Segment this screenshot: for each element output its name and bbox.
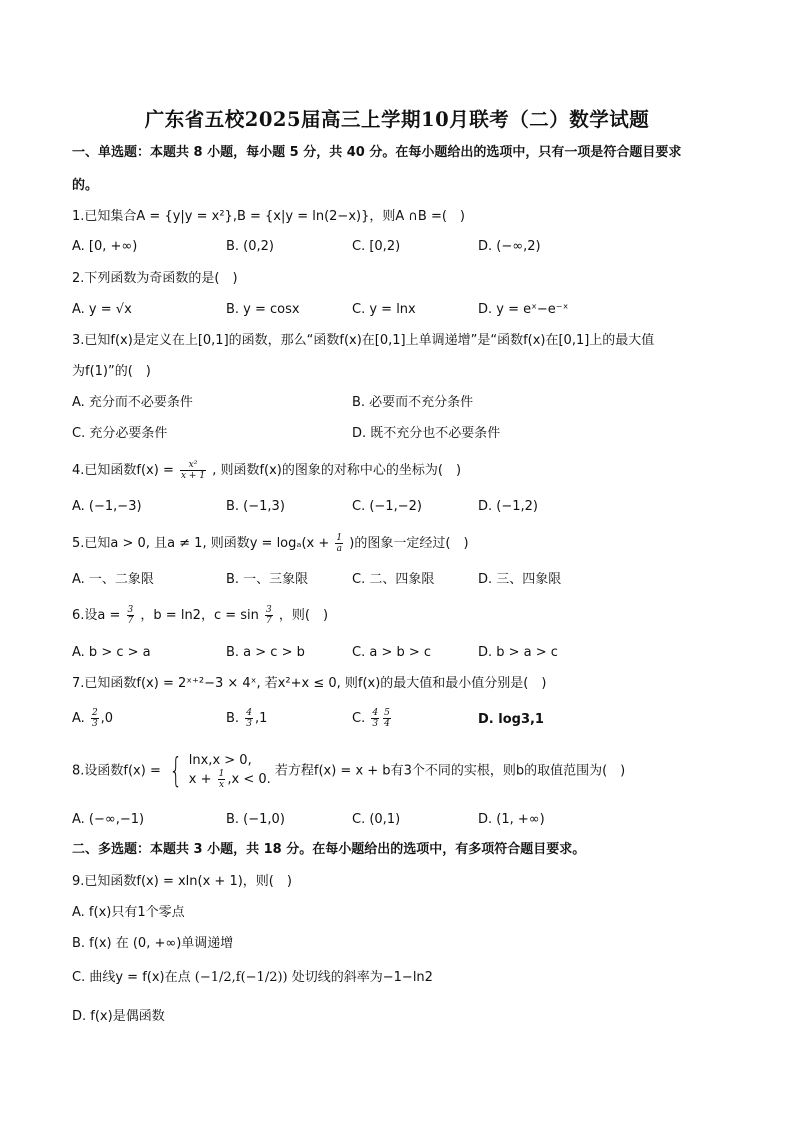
q7-option-b-suffix: ,1 [254, 711, 268, 726]
q7-option-c-denominator-1: 3 [372, 719, 379, 729]
q5-fraction-numerator: 1 [336, 533, 343, 543]
q2-stem: 2.下列函数为奇函数的是( ) [72, 271, 238, 286]
q5-option-c: C. 二、四象限 [352, 572, 435, 587]
q8-option-a: A. (−∞,−1) [72, 812, 145, 827]
q7-option-a-denominator: 3 [91, 719, 98, 729]
q8-option-b: B. (−1,0) [226, 812, 285, 827]
q7-option-a [72, 708, 113, 729]
q7-option-c-fraction-1 [371, 708, 379, 729]
q5-option-b: B. 一、三象限 [226, 572, 309, 587]
q8-stem-suffix: 若方程f(x) = x + b有3个不同的实根，则b的取值范围为( ) [274, 763, 626, 779]
q8-option-c: C. (0,1) [352, 812, 401, 827]
q3-stem-line1: 3.已知f(x)是定义在上[0,1]的函数，那么“函数f(x)在[0,1]上单调递增”是“函数f(x)在[0,1]上的最大值 [72, 333, 655, 348]
q5-option-d: D. 三、四象限 [478, 572, 562, 587]
q1-option-a: A. [0, +∞) [72, 239, 138, 254]
q2-option-d: D. y = eˣ−e⁻ˣ [478, 302, 569, 317]
q9-option-c-prefix: C. 曲线y = f(x)在点 [72, 970, 191, 985]
q7-option-a-suffix: ,0 [100, 711, 114, 726]
q6-stem-suffix: ，则( ) [278, 608, 329, 623]
q9-option-a: A. f(x)只有1个零点 [72, 905, 185, 920]
left-brace-icon: { [169, 751, 183, 791]
q7-option-d: D. log3,1 [478, 712, 544, 727]
q7-option-c-denominator-2: 4 [384, 719, 390, 729]
q4-option-b: B. (−1,3) [226, 499, 285, 514]
q9-option-d: D. f(x)是偶函数 [72, 1009, 165, 1024]
q7-option-b-numerator: 4 [246, 708, 252, 718]
q4-stem-suffix: , 则函数f(x)的图象的对称中心的坐标为( ) [212, 463, 462, 478]
q8-option-d: D. (1, +∞) [478, 812, 545, 827]
q7-option-b [226, 708, 267, 729]
q6-stem-middle: ，b = ln2，c = sin [140, 608, 259, 623]
q5-stem-prefix: 5.已知a > 0, 且a ≠ 1, 则函数y = logₐ(x + [72, 536, 330, 551]
q8-piecewise-cases [189, 752, 271, 790]
q6-option-d: D. b > a > c [478, 645, 558, 660]
q7-option-a-prefix: A. [72, 711, 85, 726]
q3-option-d: D. 既不充分也不必要条件 [352, 426, 501, 441]
section1-heading: 一、单选题：本题共 8 小题，每小题 5 分，共 40 分。在每小题给出的选项中，只有一项是符合题目要求 [72, 145, 682, 160]
q9-option-b: B. f(x) 在 (0, +∞)单调递增 [72, 936, 234, 951]
q8-case-2-denominator: x [218, 780, 225, 790]
q3-option-b: B. 必要而不充分条件 [352, 395, 474, 410]
q8-case-2-numerator: 1 [218, 769, 225, 779]
q5-stem [72, 533, 469, 554]
q1-option-c: C. [0,2) [352, 239, 401, 254]
q7-option-b-fraction [245, 708, 253, 729]
q6-a-fraction [127, 605, 135, 626]
q7-option-a-fraction [91, 708, 99, 729]
q8-case-2-prefix: x + [188, 772, 212, 787]
q4-fraction-denominator: x + 1 [180, 471, 206, 481]
q6-a-denominator: 7 [127, 616, 134, 626]
q6-a-numerator: 3 [127, 605, 134, 615]
q9-option-c [72, 968, 433, 988]
q8-stem [72, 752, 625, 792]
q4-option-d: D. (−1,2) [478, 499, 538, 514]
q3-stem-line2: 为f(1)”的( ) [72, 364, 151, 379]
q2-option-c: C. y = lnx [352, 302, 416, 317]
q7-option-c-numerator-1: 4 [372, 708, 379, 718]
page-title: 广东省五校2025届高三上学期10月联考（二）数学试题 [144, 108, 650, 131]
q7-stem: 7.已知函数f(x) = 2ˣ⁺²−3 × 4ˣ, 若x²+x ≤ 0, 则f(x)的最大值和最小值分别是( ) [72, 676, 547, 691]
q7-option-a-numerator: 2 [91, 708, 98, 718]
q6-c-denominator: 7 [266, 616, 272, 626]
q5-stem-suffix: )的图象一定经过( ) [349, 536, 469, 551]
q9-option-c-suffix: 处切线的斜率为−1−ln2 [291, 970, 433, 985]
q8-case-2 [189, 769, 271, 790]
q6-c-fraction [265, 605, 273, 626]
q3-option-a: A. 充分而不必要条件 [72, 395, 193, 410]
q4-stem [72, 460, 461, 481]
q4-fraction-numerator: x² [180, 460, 206, 471]
section1-heading-cont: 的。 [72, 178, 99, 193]
q8-case-2-suffix: ,x < 0. [227, 772, 271, 787]
q8-case-1: lnx,x > 0, [188, 753, 252, 768]
q7-option-c-prefix: C. [352, 711, 366, 726]
q6-option-b: B. a > c > b [226, 645, 305, 660]
q6-stem-prefix: 6.设a = [72, 608, 121, 623]
q4-stem-prefix: 4.已知函数f(x) = [72, 463, 174, 478]
q2-option-b: B. y = cosx [226, 302, 300, 317]
q7-option-b-denominator: 3 [246, 719, 252, 729]
q5-fraction-denominator: a [336, 544, 342, 554]
q1-stem: 1.已知集合A = {y|y = x²},B = {x|y = ln(2−x)}，则A ∩B =( ) [72, 209, 465, 224]
q5-option-a: A. 一、二象限 [72, 572, 154, 587]
q9-option-c-point: (−1/2,f(−1/2)) [194, 970, 288, 985]
q6-option-c: C. a > b > c [352, 645, 432, 660]
q8-case-2-fraction [218, 769, 226, 790]
q4-fraction [180, 460, 206, 481]
q7-option-c-numerator-2: 5 [384, 708, 390, 718]
q1-option-b: B. (0,2) [226, 239, 275, 254]
q7-option-c [352, 708, 393, 729]
q3-option-c: C. 充分必要条件 [72, 426, 168, 441]
q4-option-a: A. (−1,−3) [72, 499, 142, 514]
q4-option-c: C. (−1,−2) [352, 499, 422, 514]
section2-heading: 二、多选题：本题共 3 小题，共 18 分。在每小题给出的选项中，有多项符合题目要求。 [72, 842, 586, 857]
q6-c-numerator: 3 [266, 605, 272, 615]
q7-option-b-prefix: B. [226, 711, 240, 726]
q1-option-d: D. (−∞,2) [478, 239, 541, 254]
q5-fraction [335, 533, 343, 554]
q6-option-a: A. b > c > a [72, 645, 151, 660]
q7-option-c-fraction-2 [383, 708, 391, 729]
q2-option-a: A. y = √x [72, 302, 132, 317]
q9-stem: 9.已知函数f(x) = xln(x + 1)，则( ) [72, 874, 292, 889]
q8-stem-prefix: 8.设函数f(x) = [72, 763, 161, 779]
q6-stem [72, 605, 328, 626]
